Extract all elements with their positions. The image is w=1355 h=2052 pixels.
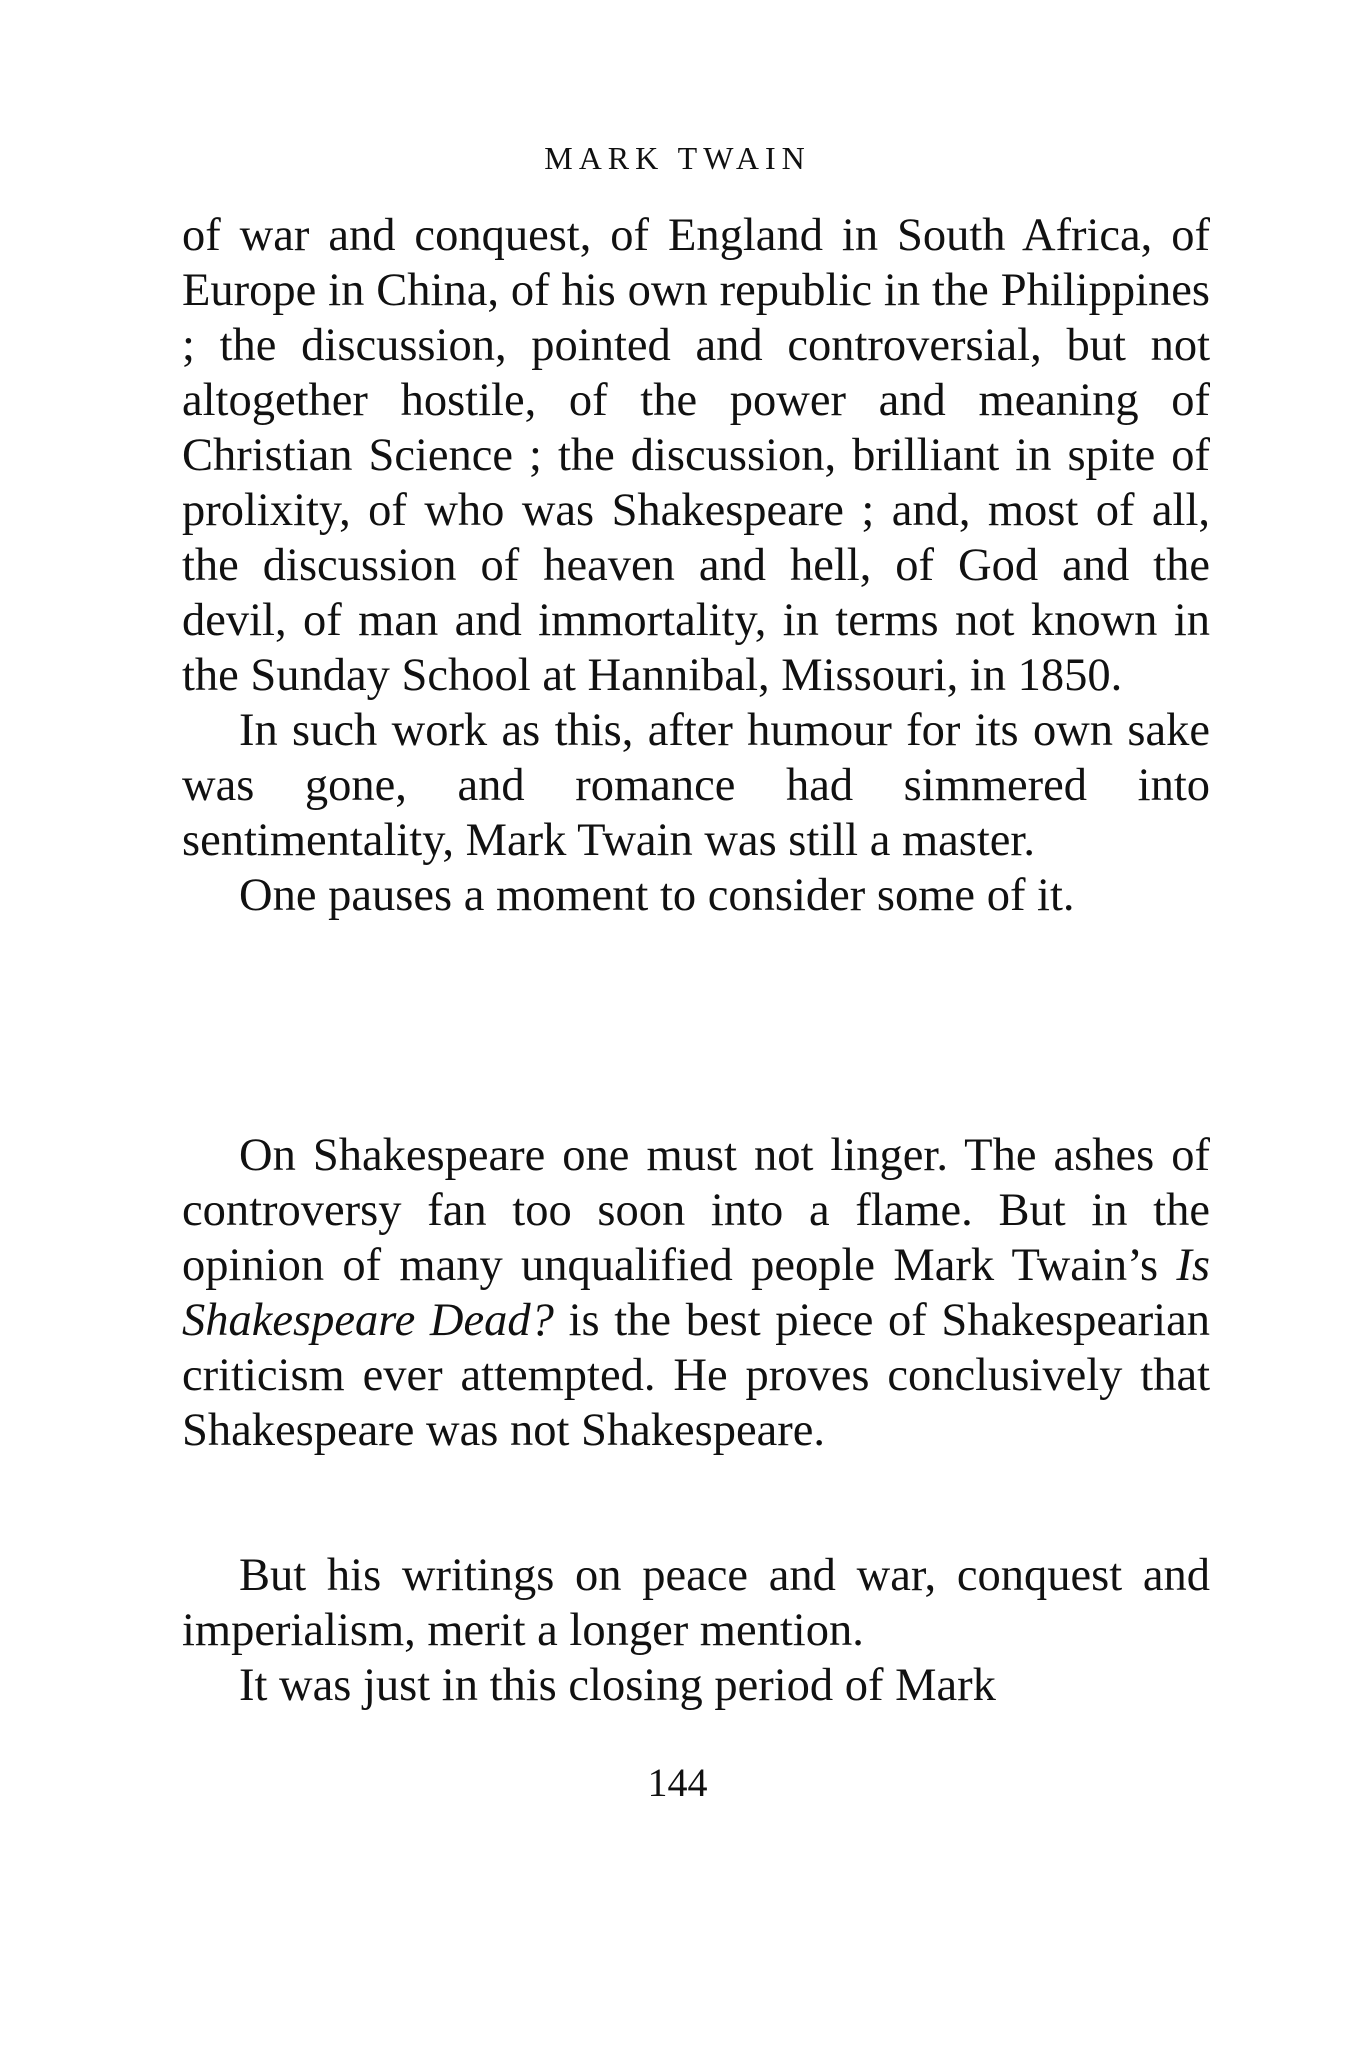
paragraph-shakespeare	[182, 1128, 1210, 1458]
paragraph-shakespeare-lead: On Shakespeare one must not linger. The ashes of controversy fan too soon into a flame. But in the opinion of many unqualified people Mark Twain’s	[182, 1130, 1210, 1291]
paragraph-shakespeare-rest: is the best piece of Shakespearian criticism ever attempted. He proves conclusively that Shakespeare was not Shakespeare.	[182, 1295, 1210, 1456]
book-title-is-shakespeare-dead: Is Shakespeare Dead?	[182, 1240, 1210, 1346]
body-text-shakespeare	[182, 1128, 1210, 1458]
paragraph-such-work: In such work as this, after humour for its own sake was gone, and romance had simmered into sentimentality, Mark Twain was still a master.	[182, 705, 1210, 866]
paragraph-peace-and-war: But his writings on peace and war, conquest and imperialism, merit a longer mention.	[182, 1550, 1210, 1656]
body-text-bottom	[182, 1548, 1210, 1713]
paragraph-closing-period: It was just in this closing period of Mark	[239, 1660, 996, 1711]
paragraph-continued: of war and conquest, of England in South Africa, of Europe in China, of his own republic in the Philippines ; the discussion, pointed and controversial, but not altogether hostile, of the power and meaning of Christian Science ; the discussion, brilliant in spite of prolixity, of who was Shakespeare ; and, most of all, the discussion of heaven and hell, of God and the devil, of man and immortality, in terms not known in the Sunday School at Hannibal, Missouri, in 1850.	[182, 210, 1210, 701]
page-number: 144	[647, 1760, 708, 1805]
running-head: MARK TWAIN	[544, 140, 811, 176]
paragraph-one-pauses: One pauses a moment to consider some of it.	[239, 870, 1075, 921]
body-text-top	[182, 208, 1210, 923]
